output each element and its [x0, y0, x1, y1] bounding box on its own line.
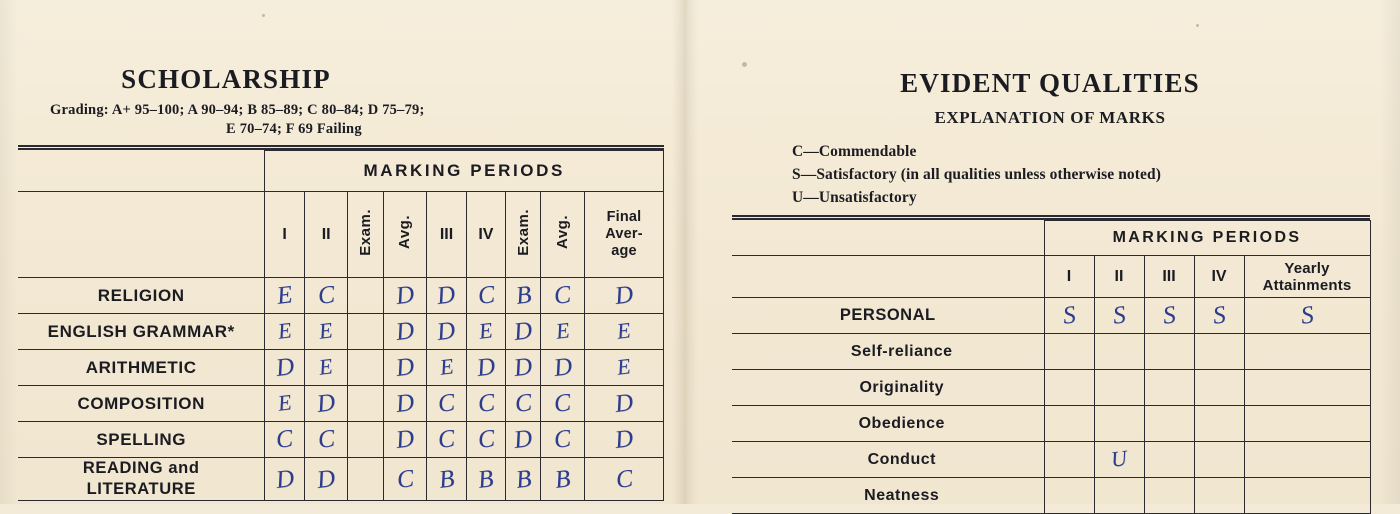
mark-cell[interactable] — [348, 350, 383, 386]
quality-obedience: Obedience — [732, 406, 1044, 442]
mark-cell[interactable] — [348, 422, 383, 458]
mark-cell[interactable]: E — [265, 386, 304, 422]
col-header-avg-1: Avg. — [383, 192, 427, 278]
mark-cell[interactable]: D — [265, 350, 304, 386]
subject-arithmetic: ARITHMETIC — [18, 350, 265, 386]
mark-cell[interactable] — [1044, 406, 1094, 442]
explanation-of-marks-title: EXPLANATION OF MARKS — [934, 108, 1166, 127]
col-header-2: II — [304, 192, 348, 278]
subject-header-cell — [18, 192, 265, 278]
col-header-avg-2: Avg. — [541, 192, 585, 278]
mark-cell[interactable]: E — [265, 278, 304, 314]
mark-cell[interactable]: B — [506, 278, 541, 314]
mark-cell[interactable]: E — [427, 350, 466, 386]
mark-cell[interactable]: E — [265, 314, 304, 350]
grading-line-1: Grading: A+ 95–100; A 90–94; B 85–89; C 80–84; D 75–79; — [50, 102, 425, 118]
table-row — [18, 458, 664, 501]
mark-cell[interactable] — [1194, 478, 1244, 514]
mark-cell[interactable]: D — [383, 422, 427, 458]
mark-cell[interactable] — [1094, 478, 1144, 514]
mark-cell[interactable]: E — [304, 314, 348, 350]
mark-cell[interactable]: E — [541, 314, 585, 350]
mark-cell[interactable]: D — [584, 278, 663, 314]
mark-cell[interactable]: D — [466, 350, 505, 386]
mark-cell[interactable]: C — [541, 278, 585, 314]
table-row — [18, 314, 664, 350]
mark-cell[interactable] — [1094, 406, 1144, 442]
mark-cell[interactable]: C — [541, 386, 585, 422]
mark-cell[interactable]: D — [383, 314, 427, 350]
mark-cell[interactable]: E — [304, 350, 348, 386]
table-row — [732, 442, 1370, 478]
col-header-exam-2: Exam. — [506, 192, 541, 278]
mark-cell[interactable] — [1244, 406, 1370, 442]
mark-cell[interactable]: E — [466, 314, 505, 350]
quality-personal: PERSONAL — [732, 298, 1044, 334]
mark-cell[interactable]: C — [466, 278, 505, 314]
mark-cell[interactable] — [348, 278, 383, 314]
mark-cell[interactable] — [1144, 478, 1194, 514]
mark-cell[interactable]: C — [383, 458, 427, 501]
mark-cell[interactable]: D — [506, 314, 541, 350]
mark-cell[interactable]: C — [304, 278, 348, 314]
quality-self-reliance: Self-reliance — [732, 334, 1044, 370]
scholarship-grid — [18, 150, 664, 501]
mark-cell[interactable] — [1044, 370, 1094, 406]
table-row — [732, 334, 1370, 370]
corner-cell — [18, 151, 265, 192]
table-row — [18, 386, 664, 422]
grading-scale — [36, 101, 656, 139]
mark-cell[interactable]: B — [466, 458, 505, 501]
evident-qualities-panel — [700, 0, 1400, 504]
quality-conduct: Conduct — [732, 442, 1044, 478]
mark-cell[interactable]: S — [1244, 298, 1370, 334]
table-row — [732, 370, 1370, 406]
col-header-2: II — [1094, 256, 1144, 298]
subject-religion: RELIGION — [18, 278, 265, 314]
mark-cell[interactable] — [348, 386, 383, 422]
col-header-3: III — [1144, 256, 1194, 298]
mark-cell[interactable]: B — [541, 458, 585, 501]
mark-cell[interactable] — [1094, 334, 1144, 370]
mark-cell[interactable]: D — [383, 386, 427, 422]
mark-cell[interactable]: D — [304, 458, 348, 501]
grading-line-2: E 70–74; F 69 Failing — [226, 121, 362, 137]
mark-cell[interactable]: C — [541, 422, 585, 458]
mark-cell[interactable] — [1044, 334, 1094, 370]
subject-composition: COMPOSITION — [18, 386, 265, 422]
table-row — [18, 278, 664, 314]
mark-cell[interactable]: S — [1094, 298, 1144, 334]
mark-cell[interactable]: C — [304, 422, 348, 458]
mark-cell[interactable]: B — [427, 458, 466, 501]
mark-cell[interactable] — [1144, 370, 1194, 406]
mark-cell[interactable] — [1144, 442, 1194, 478]
mark-cell[interactable]: D — [383, 350, 427, 386]
mark-cell[interactable]: D — [427, 278, 466, 314]
mark-cell[interactable]: E — [584, 350, 663, 386]
table-row — [732, 298, 1370, 334]
mark-cell[interactable]: E — [584, 314, 663, 350]
mark-cell[interactable]: D — [427, 314, 466, 350]
table-row — [732, 478, 1370, 514]
evident-qualities-table — [732, 215, 1370, 514]
corner-cell — [732, 221, 1044, 256]
table-row — [18, 422, 664, 458]
mark-cell[interactable]: D — [584, 422, 663, 458]
mark-cell[interactable]: S — [1044, 298, 1094, 334]
mark-cell[interactable] — [1194, 406, 1244, 442]
mark-cell[interactable] — [1044, 478, 1094, 514]
mark-cell[interactable]: C — [584, 458, 663, 501]
mark-cell[interactable]: D — [506, 350, 541, 386]
col-header-1: I — [265, 192, 304, 278]
subject-spelling: SPELLING — [18, 422, 265, 458]
mark-cell[interactable] — [1244, 442, 1370, 478]
mark-cell[interactable] — [1044, 442, 1094, 478]
scholarship-title: SCHOLARSHIP — [121, 64, 331, 94]
mark-cell[interactable] — [1094, 370, 1144, 406]
mark-cell[interactable] — [348, 458, 383, 501]
mark-cell[interactable]: D — [265, 458, 304, 501]
mark-cell[interactable]: D — [304, 386, 348, 422]
mark-cell[interactable]: D — [383, 278, 427, 314]
mark-cell[interactable]: U — [1094, 442, 1144, 478]
evident-qualities-grid — [732, 220, 1371, 514]
mark-cell[interactable]: S — [1194, 298, 1244, 334]
quality-originality: Originality — [732, 370, 1044, 406]
marking-periods-header: MARKING PERIODS — [265, 151, 664, 192]
col-header-exam-1: Exam. — [348, 192, 383, 278]
mark-cell[interactable] — [1244, 334, 1370, 370]
explanation-line-s: S—Satisfactory (in all qualities unless otherwise noted) — [792, 166, 1161, 183]
mark-cell[interactable]: S — [1144, 298, 1194, 334]
mark-cell[interactable] — [1194, 370, 1244, 406]
mark-cell[interactable]: C — [427, 422, 466, 458]
table-row — [18, 350, 664, 386]
mark-cell[interactable]: C — [506, 386, 541, 422]
marking-periods-header: MARKING PERIODS — [1044, 221, 1370, 256]
col-header-4: IV — [466, 192, 505, 278]
scholarship-panel — [0, 0, 672, 504]
explanation-line-c: C—Commendable — [792, 143, 917, 160]
col-header-yearly-attainments: Yearly Attainments — [1244, 256, 1370, 298]
mark-cell[interactable]: D — [506, 422, 541, 458]
mark-cell[interactable]: B — [506, 458, 541, 501]
quality-header-cell — [732, 256, 1044, 298]
mark-cell[interactable]: C — [427, 386, 466, 422]
scholarship-table — [18, 145, 664, 501]
col-header-4: IV — [1194, 256, 1244, 298]
mark-cell[interactable]: D — [541, 350, 585, 386]
mark-cell[interactable] — [1244, 370, 1370, 406]
explanation-line-u: U—Unsatisfactory — [792, 189, 917, 206]
mark-cell[interactable] — [1144, 406, 1194, 442]
mark-cell[interactable] — [1244, 478, 1370, 514]
subject-english-grammar: ENGLISH GRAMMAR* — [18, 314, 265, 350]
page-fold — [672, 0, 698, 504]
mark-cell[interactable] — [1194, 442, 1244, 478]
quality-neatness: Neatness — [732, 478, 1044, 514]
subject-reading-and-literature: READING and LITERATURE — [18, 458, 265, 501]
evident-qualities-title: EVIDENT QUALITIES — [900, 68, 1200, 98]
explanation-of-marks-list — [792, 140, 1352, 209]
col-header-final-average: Final Aver- age — [584, 192, 663, 278]
mark-cell[interactable]: C — [466, 422, 505, 458]
mark-cell[interactable]: C — [466, 386, 505, 422]
mark-cell[interactable] — [348, 314, 383, 350]
col-header-1: I — [1044, 256, 1094, 298]
col-header-3: III — [427, 192, 466, 278]
mark-cell[interactable]: C — [265, 422, 304, 458]
table-row — [732, 406, 1370, 442]
mark-cell[interactable] — [1194, 334, 1244, 370]
mark-cell[interactable] — [1144, 334, 1194, 370]
mark-cell[interactable]: D — [584, 386, 663, 422]
